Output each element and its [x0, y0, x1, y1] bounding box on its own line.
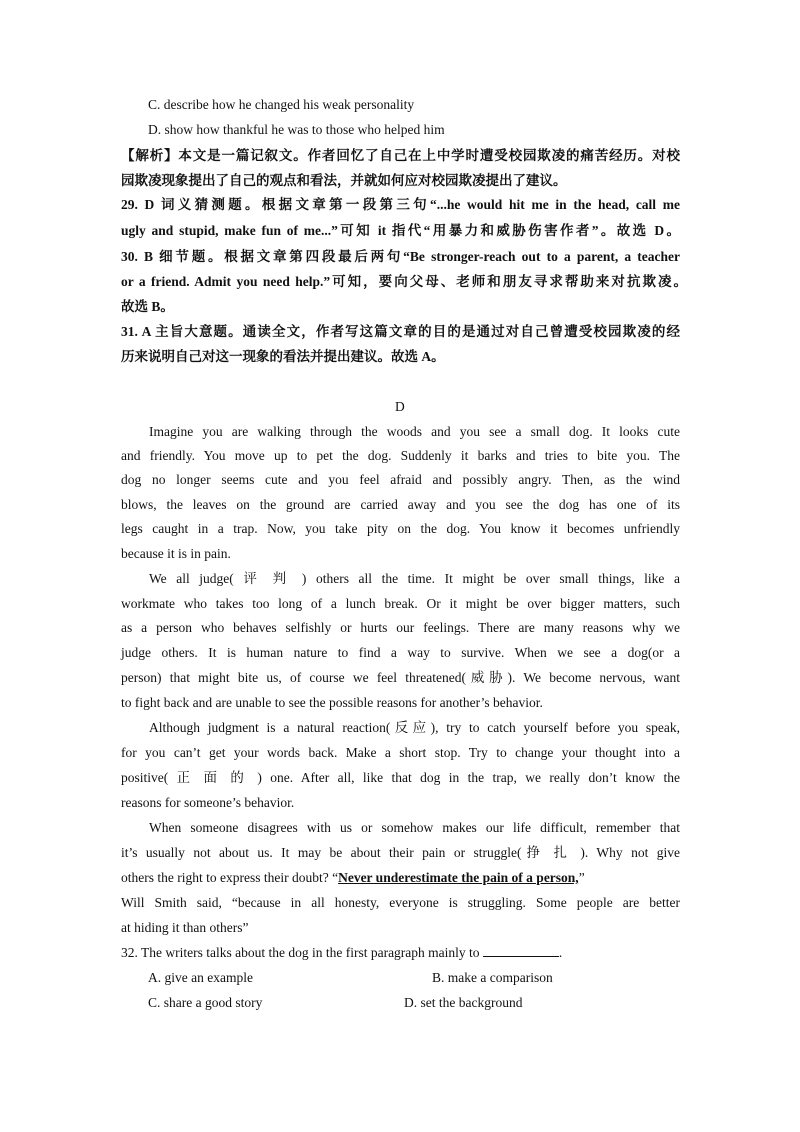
answer-29-line-1: 29. D 词义猜测题。根据文章第一段第三句“...he would hit me in the head, call me [121, 197, 680, 212]
option-b: B. make a comparison [432, 970, 553, 985]
answer-31-line-1: 31. A 主旨大意题。通读全文，作者写这篇文章的目的是通过对自己曾遭受校园欺凌的经 [121, 324, 680, 339]
option-d-previous: D. show how thankful he was to those who helped him [148, 122, 445, 137]
p2-line-5: person) that might bite us, of course we feel threatened(威胁). We become nervous, want [121, 670, 680, 685]
p3-line-1: Although judgment is a natural reaction(反应), try to catch yourself before you speak, [149, 720, 680, 735]
analysis-line-2: 园欺凌现象提出了自己的观点和看法，并就如何应对校园欺凌提出了建议。 [121, 173, 567, 188]
p2-line-3: as a person who behaves selfishly or hurts our feelings. There are many reasons why we [121, 620, 680, 635]
p1-line-3: dog no longer seems cute and you feel afraid and possibly angry. Then, as the wind [121, 472, 680, 487]
p2-line-1: We all judge( 评 判 ) others all the time. It might be over small things, like a [149, 571, 680, 586]
p4-line-4: Will Smith said, “because in all honesty, everyone is struggling. Some people are better [121, 895, 680, 910]
p4-line-3-suffix: ” [578, 870, 585, 885]
p3-line-4: reasons for someone’s behavior. [121, 795, 295, 810]
answer-30-line-3: 故选 B。 [121, 299, 174, 314]
p2-line-6: to fight back and are unable to see the possible reasons for another’s behavior. [121, 695, 543, 710]
question-32-stem [121, 943, 562, 963]
analysis-line-1: 【解析】本文是一篇记叙文。作者回忆了自己在上中学时遭受校园欺凌的痛苦经历。对校 [121, 148, 680, 163]
answer-blank [483, 943, 559, 957]
p4-line-2: it’s usually not about us. It may be about their pain or struggle(挣 扎 ). Why not give [121, 845, 680, 860]
p3-line-2: for you can’t get your words back. Make a short stop. Try to change your thought into a [121, 745, 680, 760]
quote-underlined: Never underestimate the pain of a person, [338, 870, 579, 885]
p4-line-1: When someone disagrees with us or somehow makes our life difficult, remember that [149, 820, 680, 835]
answer-30-line-1: 30. B 细节题。根据文章第四段最后两句“Be stronger-reach out to a parent, a teacher [121, 249, 680, 264]
p3-line-3: positive( 正 面 的 ) one. After all, like that dog in the trap, we really don’t know the [121, 770, 680, 785]
answer-30-line-2: or a friend. Admit you need help.”可知，要向父母、老师和朋友寻求帮助来对抗欺凌。 [121, 274, 687, 289]
answer-31-line-2: 历来说明自己对这一现象的看法并提出建议。故选 A。 [121, 349, 445, 364]
p1-line-5: legs caught in a trap. Now, you take pity on the dog. You know it becomes unfriendly [121, 521, 680, 536]
p4-line-5: at hiding it than others” [121, 920, 249, 935]
p1-line-2: and friendly. You move up to pet the dog. Suddenly it barks and tries to bite you. The [121, 448, 680, 463]
answer-29-line-2: ugly and stupid, make fun of me...”可知 it 指代“用暴力和威胁伤害作者”。故选 D。 [121, 223, 680, 238]
option-c-previous: C. describe how he changed his weak personality [148, 97, 415, 112]
question-32-text: 32. The writers talks about the dog in the first paragraph mainly to [121, 945, 480, 960]
option-a: A. give an example [148, 970, 253, 985]
p1-line-6: because it is in pain. [121, 546, 231, 561]
p2-line-4: judge others. It is human nature to find a way to survive. When we see a dog(or a [121, 645, 680, 660]
passage-heading: D [395, 399, 405, 414]
p1-line-4: blows, the leaves on the ground are carried away and you see the dog has one of its [121, 497, 680, 512]
option-d: D. set the background [404, 995, 523, 1010]
p4-line-3 [121, 868, 585, 888]
p2-line-2: workmate who takes too long of a lunch break. Or it might be over bigger matters, such [121, 596, 680, 611]
p1-line-1: Imagine you are walking through the woods and you see a small dog. It looks cute [149, 424, 680, 439]
question-32-period: . [558, 945, 563, 960]
p4-line-3-prefix: others the right to express their doubt? “ [121, 870, 339, 885]
option-c: C. share a good story [148, 995, 263, 1010]
